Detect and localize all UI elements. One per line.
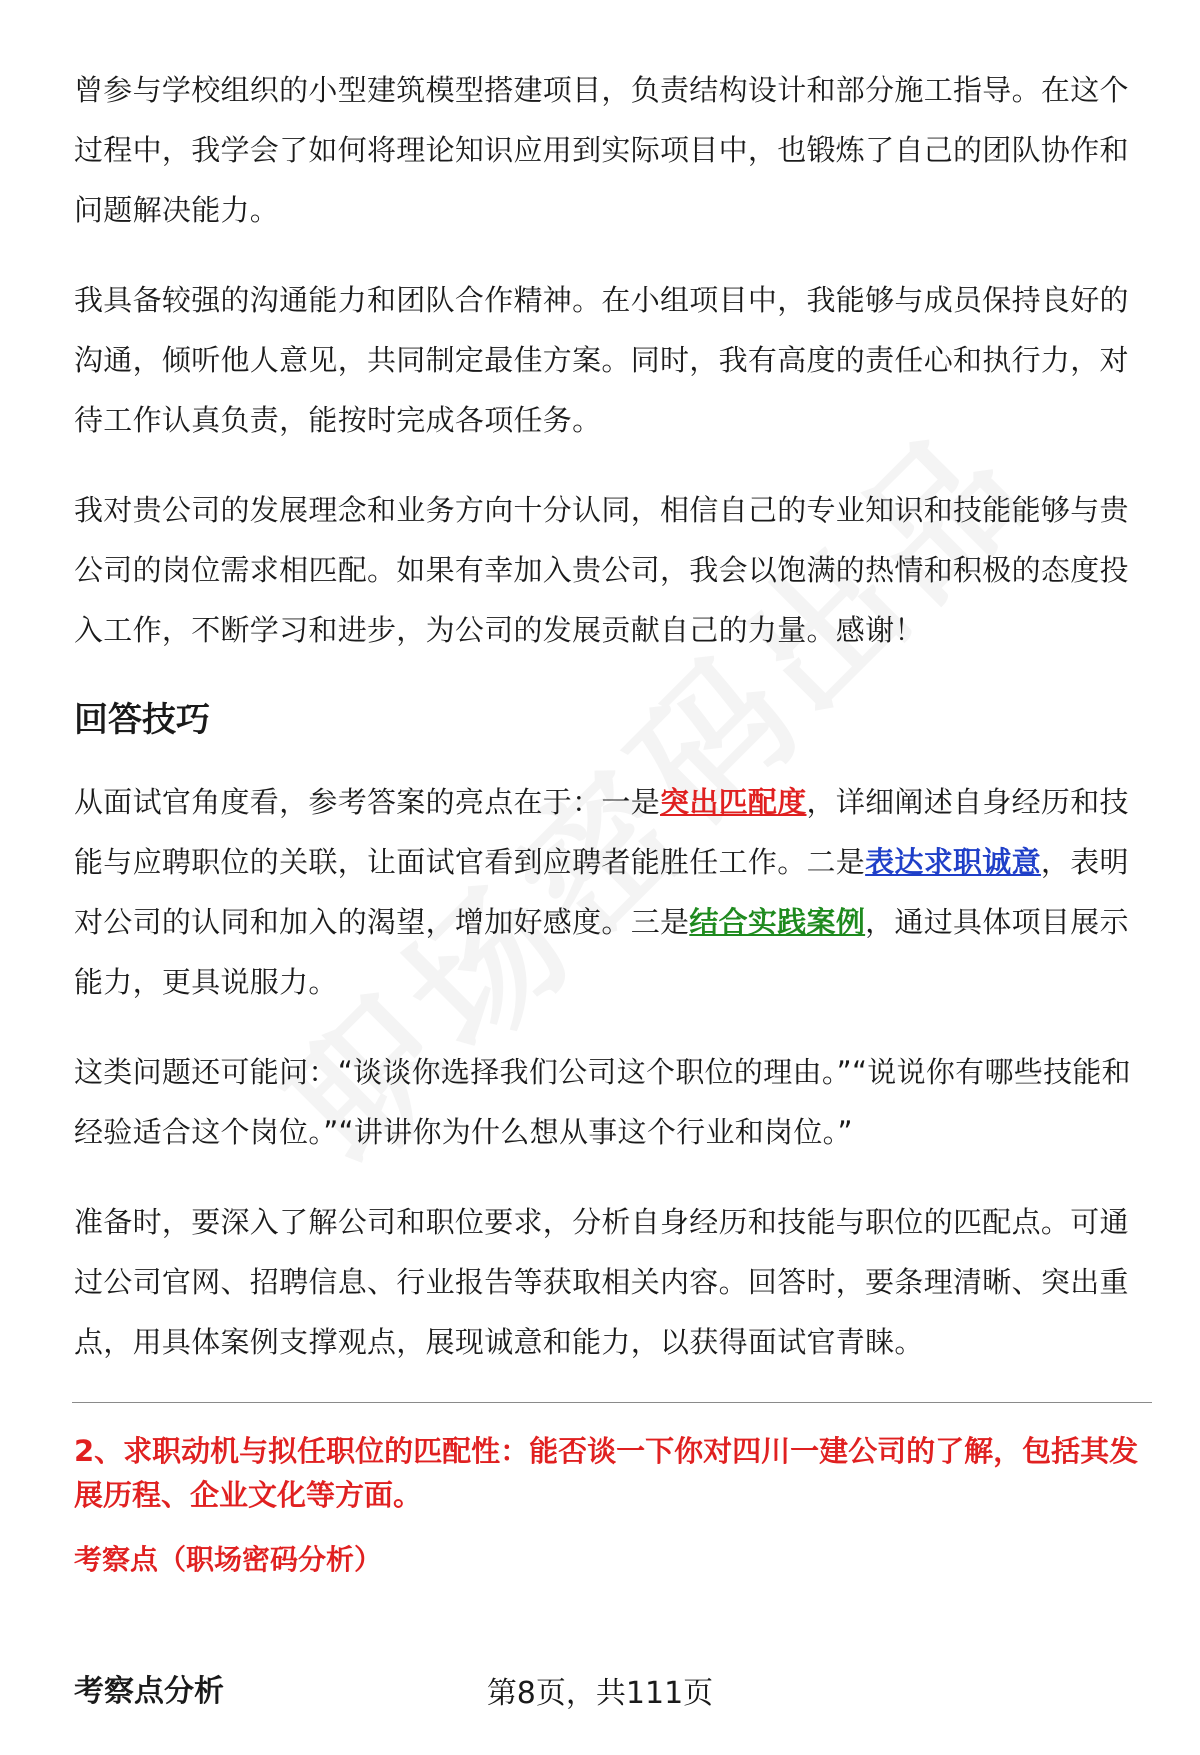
tips-text-1: 从面试官角度看，参考答案的亮点在于：一是 — [74, 785, 661, 819]
tips-text-4: ，通过具体项目展示能力，更具说服力。 — [74, 905, 1129, 999]
paragraph-similar-questions: 这类问题还可能问：“谈谈你选择我们公司这个职位的理由。”“说说你有哪些技能和经验适合这个岗位。”“讲讲你为什么想从事这个行业和岗位。” — [74, 1055, 1131, 1149]
highlight-sincerity: 表达求职诚意 — [865, 845, 1041, 879]
page-content — [74, 60, 1154, 1615]
question-subtitle: 考察点（职场密码分析） — [74, 1543, 383, 1576]
highlight-match: 突出匹配度 — [660, 785, 807, 819]
section-heading-tips: 回答技巧 — [74, 700, 210, 740]
paragraph-tips — [74, 772, 1154, 1012]
section-divider — [72, 1402, 1152, 1403]
cut-off-heading-text: 考察点分析 — [74, 1674, 224, 1709]
paragraph-project-experience: 曾参与学校组织的小型建筑模型搭建项目，负责结构设计和部分施工指导。在这个过程中，我学会了如何将理论知识应用到实际项目中，也锻炼了自己的团队协作和问题解决能力。 — [74, 73, 1129, 227]
paragraph-communication: 我具备较强的沟通能力和团队合作精神。在小组项目中，我能够与成员保持良好的沟通，倾听他人意见，共同制定最佳方案。同时，我有高度的责任心和执行力，对待工作认真负责，能按时完成各项任务。 — [74, 283, 1129, 437]
question-title: 2、求职动机与拟任职位的匹配性：能否谈一下你对四川一建公司的了解，包括其发展历程、企业文化等方面。 — [74, 1434, 1139, 1512]
highlight-practice: 结合实践案例 — [689, 905, 866, 939]
paragraph-preparation: 准备时，要深入了解公司和职位要求，分析自身经历和技能与职位的匹配点。可通过公司官网、招聘信息、行业报告等获取相关内容。回答时，要条理清晰、突出重点，用具体案例支撑观点，展现诚意和能力，以获得面试官青睐。 — [74, 1205, 1129, 1359]
tips-text-3: ，表明对公司的认同和加入的渴望，增加好感度。三是 — [74, 845, 1129, 939]
page-footer: 第8页，共111页 — [486, 1676, 714, 1711]
tips-text-2: ，详细阐述自身经历和技能与应聘职位的关联，让面试官看到应聘者能胜任工作。二是 — [74, 785, 1129, 879]
paragraph-company-fit: 我对贵公司的发展理念和业务方向十分认同，相信自己的专业知识和技能能够与贵公司的岗位需求相匹配。如果有幸加入贵公司，我会以饱满的热情和积极的态度投入工作，不断学习和进步，为公司的发展贡献自己的力量。感谢！ — [74, 493, 1129, 647]
